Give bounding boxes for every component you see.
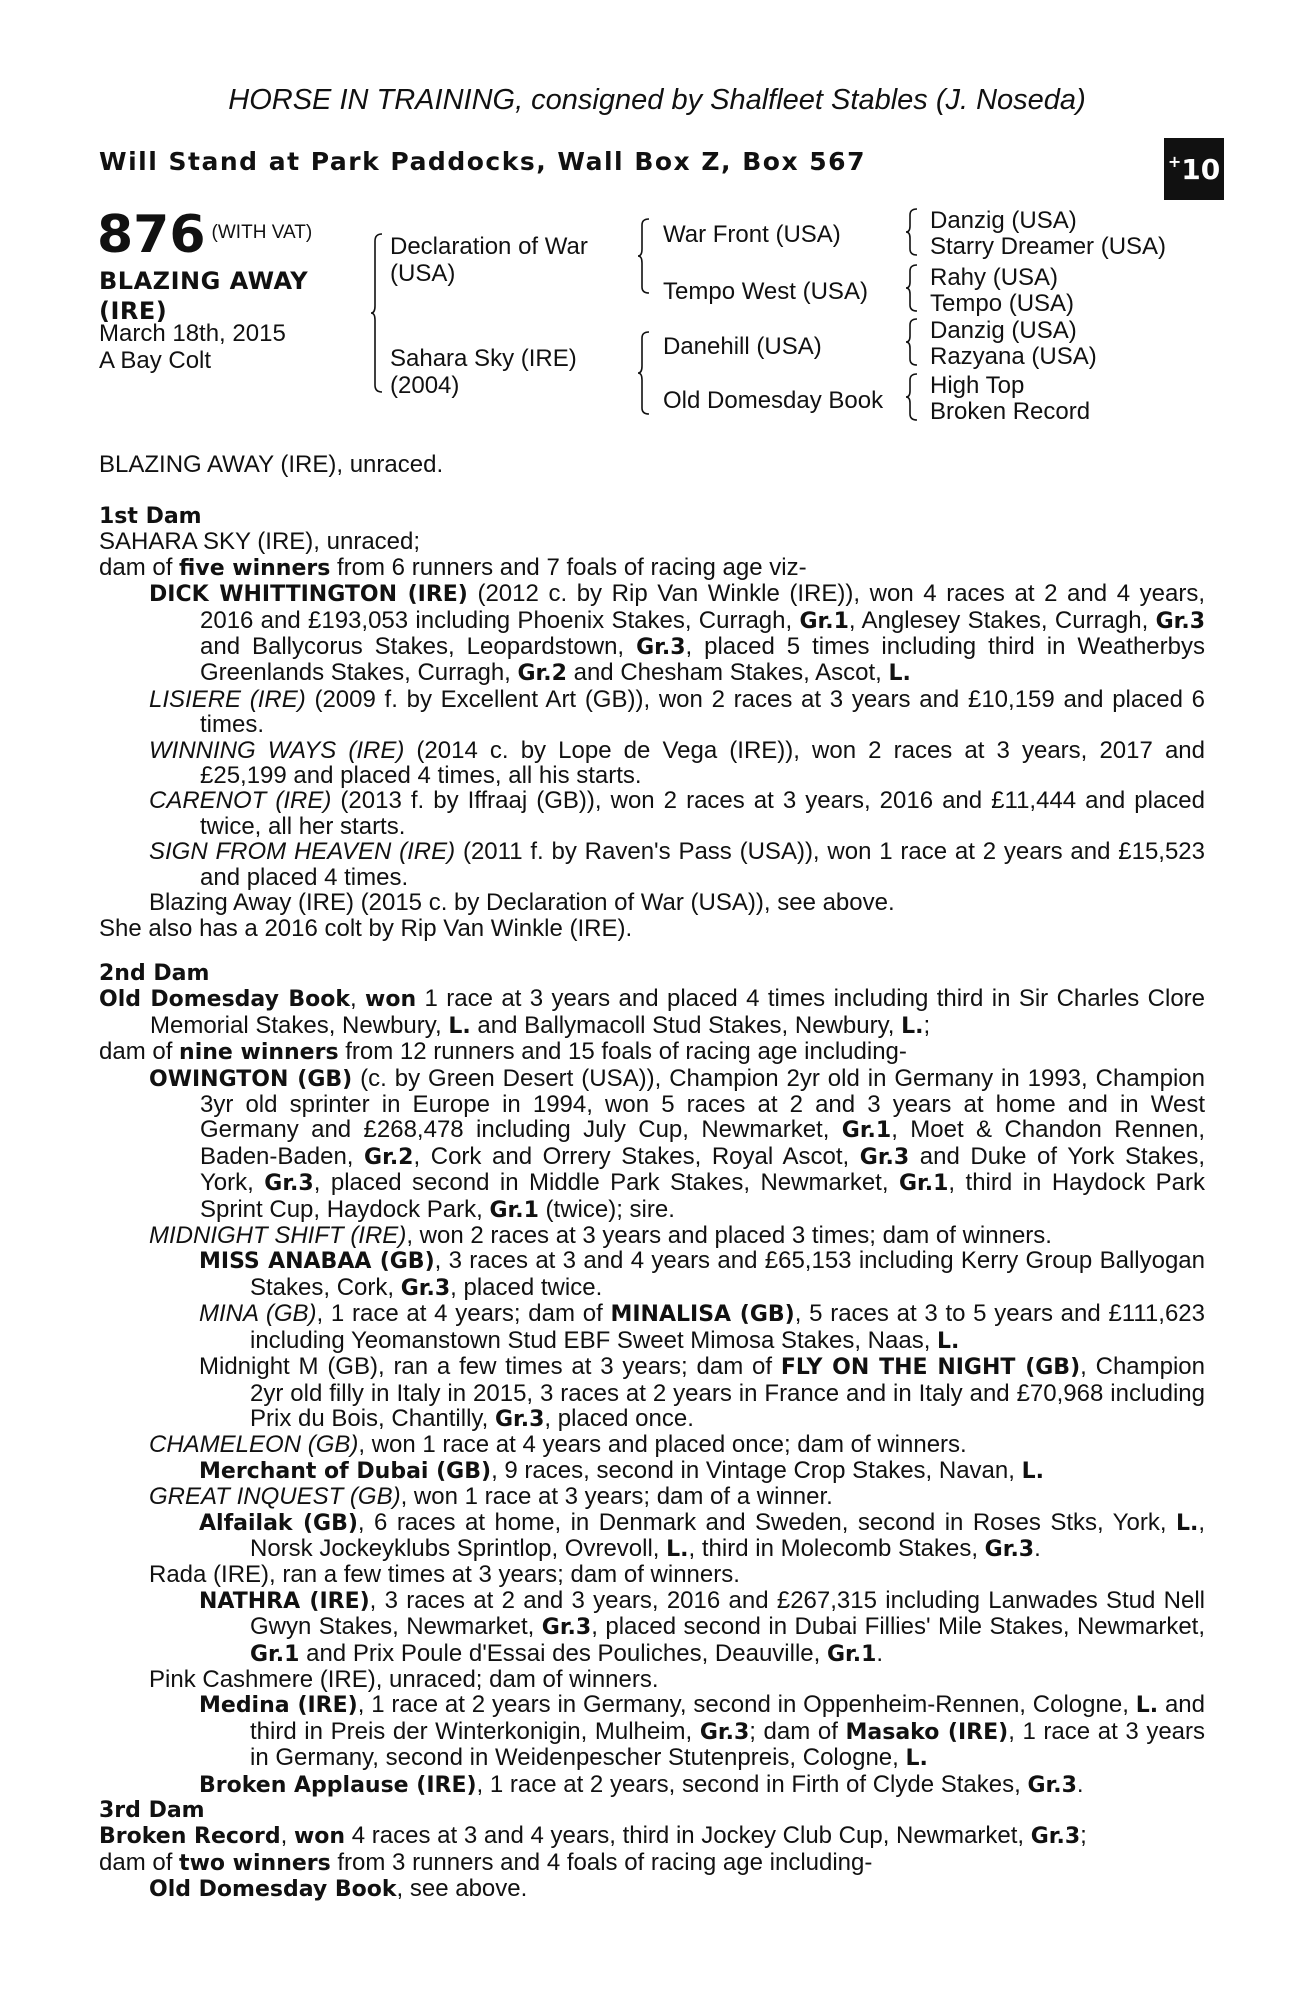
stand-location: Will Stand at Park Paddocks, Wall Box Z, Box 567 — [99, 147, 866, 176]
text-run: 1 race at 3 years and placed 4 times including third in Sir Charles Clore Memorial Stakes, Newbury, — [150, 985, 1206, 1039]
grand-produce-entry — [99, 1248, 1205, 1301]
text-run: (twice); sire. — [538, 1195, 675, 1223]
text-run: , 1 race at 2 years in Germany, second in Oppenheim-Rennen, Cologne, — [357, 1691, 1136, 1719]
dam-dam: Old Domesday Book — [663, 387, 884, 414]
first-dam-produce-line — [99, 555, 1205, 581]
badge-number: 10 — [1181, 152, 1221, 186]
text-run: 4 races at 3 and 4 years, third in Jockey Club Cup, Newmarket, — [345, 1822, 1031, 1850]
horse-name — [99, 266, 308, 326]
grade: Gr.2 — [364, 1144, 414, 1170]
lot-header — [97, 205, 312, 265]
horse-name-bold: NATHRA (IRE) — [199, 1588, 370, 1614]
g-ancestor-7: High Top — [930, 372, 1025, 399]
sire-country: (USA) — [390, 260, 456, 287]
text-run: , 5 races at 3 to 5 years and £111,623 including Yeomanstown Stud EBF Sweet Mimosa Stakes, Naas, — [250, 1300, 1205, 1354]
horse-description: A Bay Colt — [99, 347, 212, 374]
grade: Gr.3 — [541, 1615, 592, 1641]
unraced-note — [99, 452, 1205, 477]
text-run: and Chesham Stakes, Ascot, — [566, 659, 889, 687]
text-run: , 1 race at 2 years, second in Firth of Clyde Stakes, — [476, 1770, 1028, 1798]
grade: L. — [448, 1013, 471, 1039]
grade: Gr.3 — [494, 1406, 545, 1432]
horse-name-bold: Merchant of Dubai (GB) — [199, 1458, 492, 1484]
grade: Gr.1 — [898, 1171, 949, 1197]
text-run: and third in Preis der Winterkonigin, Mulheim, — [250, 1691, 1205, 1745]
second-dam-section — [99, 961, 1205, 1798]
sire-parents-brace — [637, 217, 651, 295]
g-ancestor-6: Razyana (USA) — [930, 343, 1097, 370]
text-run: , won 2 races at 3 years and placed 3 times; dam of winners. — [406, 1222, 1052, 1250]
grade: L. — [905, 1746, 928, 1772]
g-brace-4 — [905, 372, 919, 422]
g-ancestor-1: Danzig (USA) — [930, 207, 1077, 234]
text-run: , third in Haydock Park Sprint Cup, Haydock Park, — [200, 1169, 1205, 1223]
grade: Gr.1 — [841, 1118, 892, 1144]
second-dam-produce-line — [99, 1039, 1205, 1065]
first-dam-heading: 1st Dam — [99, 504, 202, 529]
text-run: and Duke of York Stakes, York, — [200, 1142, 1205, 1197]
grade: L. — [1175, 1510, 1199, 1536]
grade: L. — [901, 1013, 924, 1039]
grade: Gr.3 — [636, 635, 686, 661]
grade: Gr.3 — [1030, 1824, 1081, 1850]
horse-name-bold: DICK WHITTINGTON (IRE) — [149, 582, 468, 608]
text-run: (2013 f. by Iffraaj (GB)), won 2 races at 3 years, 2016 and £11,444 and placed twice, all her starts. — [200, 787, 1205, 840]
text-run: and Ballycorus Stakes, Leopardstown, — [200, 633, 637, 661]
text-run: , Champion 2yr old filly in Italy in 2015, 3 races at 2 years in France and in Italy and £70,968 including Prix du Bois, Chantilly, — [250, 1353, 1206, 1432]
text-run: and Ballymacoll Stud Stakes, Newbury, — [470, 1011, 902, 1039]
g-brace-1 — [905, 207, 919, 257]
horse-name-bold: MINALISA (GB) — [610, 1302, 795, 1328]
text-run: , won 1 race at 4 years and placed once; dam of winners. — [358, 1431, 967, 1459]
grand-produce-entry — [99, 1588, 1205, 1667]
winners-count: five winners — [179, 555, 331, 581]
horse-name-bold: OWINGTON (GB) — [149, 1066, 353, 1092]
horse-name-line1: BLAZING AWAY — [99, 267, 309, 295]
produce-entry: Pink Cashmere (IRE), unraced; dam of winners. — [149, 1665, 659, 1693]
grade: L. — [937, 1328, 960, 1354]
grade: Gr.1 — [826, 1641, 877, 1667]
text-run: . — [1076, 1770, 1084, 1798]
produce-entry: Blazing Away (IRE) (2015 c. by Declaration of War (USA)), see above. — [149, 889, 895, 917]
grand-produce-entry — [99, 1772, 1205, 1798]
won-label: won — [293, 1824, 346, 1850]
text-run: , placed 5 times including third in Weatherbys Greenlands Stakes, Curragh, — [200, 633, 1205, 687]
grade: Gr.3 — [699, 1719, 750, 1745]
grade: Gr.3 — [264, 1171, 314, 1197]
text-run: , 1 race at 4 years; dam of — [316, 1300, 611, 1328]
grade: Gr.1 — [799, 608, 849, 634]
text-run: , 3 races at 2 and 3 years, 2016 and £267,315 including Lanwades Stud Nell Gwyn Stakes, Newmarket, — [250, 1586, 1205, 1641]
grand-produce-entry — [99, 1692, 1205, 1771]
grade: L. — [666, 1536, 689, 1562]
winners-count: nine winners — [179, 1040, 339, 1066]
grade: L. — [888, 661, 911, 687]
foaling-date: March 18th, 2015 — [99, 320, 286, 347]
text-run: , placed twice. — [450, 1273, 603, 1301]
text-run: ; — [923, 1011, 931, 1039]
text-run: , 1 race at 3 years in Germany, second in Weidenpescher Stutenpreis, Cologne, — [250, 1717, 1206, 1772]
vat-label: (WITH VAT) — [211, 222, 313, 243]
text-run: , see above. — [396, 1875, 528, 1903]
grade: L. — [1135, 1693, 1159, 1719]
text-run: Midnight M (GB), ran a few times at 3 years; dam of — [199, 1353, 781, 1381]
grade: L. — [1021, 1458, 1044, 1484]
sire-dam: Tempo West (USA) — [663, 278, 868, 305]
text-run: from 6 runners and 7 foals of racing age viz- — [330, 553, 807, 581]
winners-count: two winners — [179, 1850, 331, 1876]
grade: Gr.3 — [859, 1144, 910, 1170]
text-run: ; dam of — [749, 1717, 846, 1745]
second-dam-heading: 2nd Dam — [99, 961, 210, 986]
produce-entry — [99, 788, 1205, 839]
horse-info — [99, 320, 286, 374]
produce-note: She also has a 2016 colt by Rip Van Winkle (IRE). — [99, 914, 633, 942]
g-ancestor-2: Starry Dreamer (USA) — [930, 233, 1167, 260]
third-dam-produce-line — [99, 1850, 1205, 1876]
dam-year: (2004) — [390, 372, 460, 399]
sire-sire: War Front (USA) — [663, 221, 841, 248]
grand-produce-entry — [99, 1510, 1205, 1563]
text-run: , Anglesey Stakes, Curragh, — [848, 606, 1156, 634]
g-ancestor-4: Tempo (USA) — [930, 290, 1075, 317]
produce-entry: Rada (IRE), ran a few times at 3 years; dam of winners. — [149, 1561, 740, 1589]
produce-entry — [99, 687, 1205, 738]
text-run: dam of — [99, 1038, 180, 1066]
horse-name-italic: SIGN FROM HEAVEN (IRE) — [149, 838, 456, 866]
grand-produce-entry — [99, 1354, 1205, 1432]
badge-mark: + — [1167, 151, 1182, 171]
produce-entry — [99, 1066, 1205, 1223]
g-ancestor-3: Rahy (USA) — [930, 264, 1059, 291]
grade: Gr.3 — [984, 1536, 1035, 1562]
grand-produce-entry — [99, 1301, 1205, 1354]
horse-name-bold: Alfailak (GB) — [199, 1510, 358, 1536]
consignment-line: HORSE IN TRAINING, consigned by Shalfleet Stables (J. Noseda) — [228, 84, 1086, 116]
produce-entry — [99, 738, 1205, 789]
text-run: , Moet & Chandon Rennen, Baden-Baden, — [200, 1116, 1206, 1170]
second-dam-record: Old Domesday Book, won 1 race at 3 years and placed 4 times including third in Sir Charles Clore Memorial Stakes, Newbury, L. and Ballymacoll Stud Stakes, Newbury, L.; — [99, 985, 1206, 1039]
text-run: , Cork and Orrery Stakes, Royal Ascot, — [413, 1142, 860, 1170]
horse-name-bold: Old Domesday Book — [99, 987, 350, 1013]
horse-name-italic: CARENOT (IRE) — [149, 787, 332, 815]
text-run: , placed once. — [544, 1404, 694, 1432]
text-run: , third in Molecomb Stakes, — [688, 1534, 985, 1562]
text-run: (c. by Green Desert (USA)), Champion 2yr old in Germany in 1993, Champion 3yr old sprinter in Europe in 1994, won 5 races at 2 and 3 years at home and in West Germany and £268,478 including July Cup, Newmarket, — [200, 1064, 1206, 1144]
grade: Gr.2 — [517, 661, 567, 687]
dam-parents-brace — [637, 330, 651, 416]
first-dam-line: SAHARA SKY (IRE), unraced; — [99, 528, 421, 556]
horse-name-line2: (IRE) — [99, 297, 168, 325]
text-run: from 3 runners and 4 foals of racing age including- — [330, 1848, 873, 1876]
horse-name-bold: Old Domesday Book — [149, 1877, 397, 1903]
third-dam-heading: 3rd Dam — [99, 1798, 205, 1823]
text-run: , 3 races at 3 and 4 years and £65,153 including Kerry Group Ballyogan Stakes, Cork, — [250, 1247, 1205, 1301]
g-ancestor-5: Danzig (USA) — [930, 317, 1077, 344]
text-run: , Norsk Jockeyklubs Sprintlop, Ovrevoll, — [250, 1508, 1205, 1562]
text-run: , 9 races, second in Vintage Crop Stakes, Navan, — [491, 1456, 1022, 1484]
grade: Gr.3 — [1155, 608, 1205, 634]
produce-entry — [99, 1484, 1205, 1509]
grade: Gr.1 — [250, 1641, 300, 1667]
horse-name-bold: Broken Applause (IRE) — [199, 1772, 477, 1798]
horse-name-bold: FLY ON THE NIGHT (GB) — [780, 1355, 1081, 1381]
horse-name-italic: GREAT INQUEST (GB) — [149, 1483, 401, 1511]
text-run: (2012 c. by Rip Van Winkle (IRE)), won 4 races at 2 and 4 years, 2016 and £193,053 including Phoenix Stakes, Curragh, — [200, 580, 1205, 634]
text-run: from 12 runners and 15 foals of racing age including- — [338, 1038, 907, 1066]
text-run: (2011 f. by Raven's Pass (USA)), won 1 race at 2 years and £15,523 and placed 4 times. — [200, 838, 1205, 891]
grade: Gr.1 — [489, 1197, 539, 1223]
horse-name-italic: LISIERE (IRE) — [149, 685, 306, 713]
text-run: and Prix Poule d'Essai des Pouliches, Deauville, — [299, 1639, 827, 1667]
grade: Gr.3 — [400, 1275, 451, 1301]
dam-name: Sahara Sky (IRE) — [390, 345, 577, 372]
text-run: (2014 c. by Lope de Vega (IRE)), won 2 races at 3 years, 2017 and £25,199 and placed 4 times, all his starts. — [200, 736, 1205, 790]
lot-number: 876 — [97, 205, 206, 265]
session-badge — [1164, 138, 1224, 200]
horse-name-bold: Broken Record — [99, 1824, 281, 1850]
horse-name-bold: Medina (IRE) — [199, 1693, 358, 1719]
text-run: dam of — [99, 553, 180, 581]
first-dam-section — [99, 504, 1205, 941]
text-run: , placed second in Middle Park Stakes, Newmarket, — [313, 1169, 899, 1197]
dam-sire: Danehill (USA) — [663, 333, 822, 360]
horse-name-bold: MISS ANABAA (GB) — [199, 1249, 435, 1275]
g-ancestor-8: Broken Record — [930, 398, 1091, 425]
text-run: (2009 f. by Excellent Art (GB)), won 2 races at 3 years and £10,159 and placed 6 times. — [200, 685, 1205, 739]
produce-entry — [99, 1432, 1205, 1457]
grand-produce-entry — [99, 1458, 1205, 1484]
horse-name-italic: MIDNIGHT SHIFT (IRE) — [149, 1222, 407, 1250]
text-run: . — [876, 1639, 884, 1667]
horse-name-italic: MINA (GB) — [199, 1300, 317, 1328]
grade: Gr.3 — [1027, 1772, 1077, 1798]
intro-line: BLAZING AWAY (IRE), unraced. — [99, 451, 444, 478]
horse-name-bold: Masako (IRE) — [845, 1719, 1009, 1745]
won-label: won — [365, 987, 417, 1013]
g-brace-2 — [905, 263, 919, 313]
third-dam-section — [99, 1798, 1205, 1903]
text-run: , placed second in Dubai Fillies' Mile Stakes, Newmarket, — [591, 1613, 1206, 1641]
produce-entry — [99, 1223, 1205, 1248]
sire-dam-brace — [370, 232, 384, 394]
text-run: , 6 races at home, in Denmark and Sweden, second in Roses Stks, York, — [357, 1508, 1176, 1536]
produce-entry — [99, 839, 1205, 890]
text-run: dam of — [99, 1848, 180, 1876]
g-brace-3 — [905, 317, 919, 367]
horse-name-italic: CHAMELEON (GB) — [149, 1431, 359, 1459]
third-dam-record: Broken Record, won 4 races at 3 and 4 years, third in Jockey Club Cup, Newmarket, Gr.3; — [99, 1822, 1087, 1850]
text-run: , won 1 race at 3 years; dam of a winner. — [400, 1483, 833, 1511]
produce-entry — [99, 581, 1205, 687]
text-run: ; — [1080, 1822, 1087, 1850]
sire-name: Declaration of War — [390, 233, 588, 260]
horse-name-italic: WINNING WAYS (IRE) — [149, 736, 405, 764]
produce-entry — [99, 1876, 1205, 1902]
text-run: . — [1034, 1534, 1041, 1562]
